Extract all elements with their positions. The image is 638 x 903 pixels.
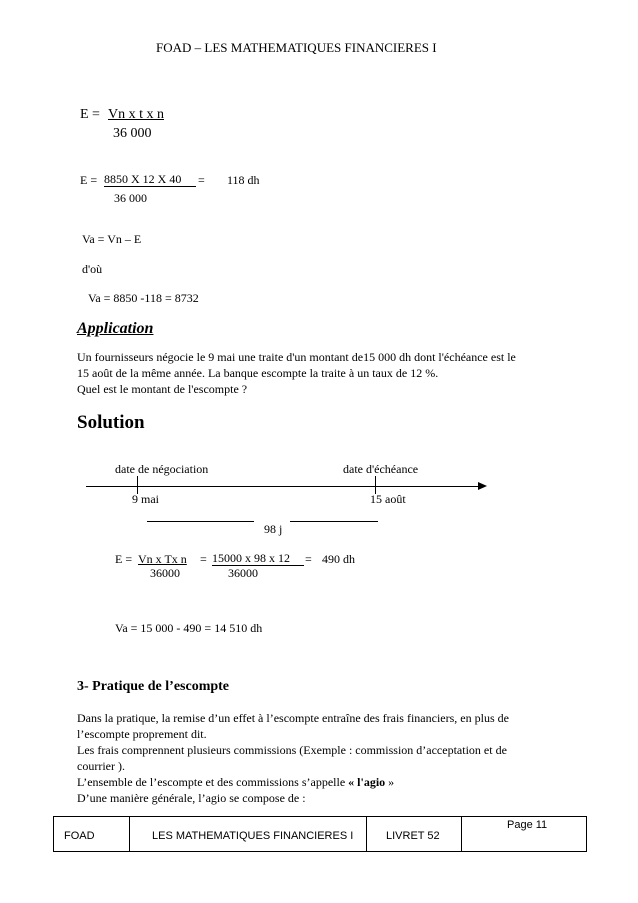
va-line2: Va = 8850 -118 = 8732 <box>88 291 199 305</box>
solution-formula-den2: 36000 <box>228 566 258 580</box>
formula2-lhs: E = <box>80 173 98 187</box>
section3-line5 <box>77 775 394 790</box>
section3-heading: 3- Pratique de l’escompte <box>77 679 230 694</box>
solution-formula-num1: Vn x Tx n <box>138 552 187 566</box>
footer-col2: LES MATHEMATIQUES FINANCIERES I <box>152 830 354 842</box>
timeline-axis <box>86 486 479 487</box>
solution-formula-eq2: = <box>305 552 312 566</box>
footer-page-number: Page 11 <box>507 819 548 831</box>
formula2-numerator: 8850 X 12 X 40 <box>104 173 196 187</box>
solution-formula-result: 490 dh <box>322 552 355 566</box>
footer-cell-title <box>129 817 367 851</box>
formula2-denominator: 36 000 <box>114 191 147 205</box>
timeline-label-right: date d'échéance <box>343 462 419 476</box>
section3-line4: courrier ). <box>77 759 125 773</box>
solution-formula-lhs: E = <box>115 552 133 566</box>
solution-formula-eq1: = <box>200 552 207 566</box>
formula1-lhs: E = <box>80 107 100 122</box>
page-header-title: FOAD – LES MATHEMATIQUES FINANCIERES I <box>156 40 437 55</box>
solution-formula-num2: 15000 x 98 x 12 <box>212 552 304 566</box>
timeline-arrow-icon <box>478 482 487 490</box>
application-para-line3: Quel est le montant de l'escompte ? <box>77 382 248 396</box>
timeline-label-left: date de négociation <box>115 462 209 476</box>
duration-line-right <box>290 521 378 522</box>
timeline-date-left: 9 mai <box>132 492 159 506</box>
va-line1: Va = Vn – E <box>82 232 142 246</box>
formula1-numerator: Vn x t x n <box>108 107 164 122</box>
duration-line-left <box>147 521 254 522</box>
formula2-equals: = <box>198 173 205 187</box>
formula2-result: 118 dh <box>227 173 260 187</box>
section3-line2: l’escompte proprement dit. <box>77 727 207 741</box>
section3-line5-post: » <box>385 775 395 789</box>
formula1-denominator: 36 000 <box>113 126 152 141</box>
solution-heading: Solution <box>77 412 145 433</box>
section3-agio-term: « l'agio <box>348 775 386 789</box>
application-para-line1: Un fournisseurs négocie le 9 mai une traite d'un montant de15 000 dh dont l'échéance est le <box>77 350 516 364</box>
section3-line3: Les frais comprennent plusieurs commissions (Exemple : commission d’acceptation et de <box>77 743 507 757</box>
solution-formula-den1: 36000 <box>150 566 180 580</box>
timeline-date-right: 15 août <box>370 492 406 506</box>
footer-col1: FOAD <box>64 830 95 842</box>
application-para-line2: 15 août de la même année. La banque escompte la traite à un taux de 12 %. <box>77 366 439 380</box>
footer-cell-livret <box>366 817 462 851</box>
section3-line6: D’une manière générale, l’agio se compose de : <box>77 791 306 805</box>
va-dou: d'où <box>82 262 103 276</box>
application-heading: Application <box>77 320 154 337</box>
timeline-duration: 98 j <box>264 522 283 536</box>
footer-col3: LIVRET 52 <box>386 830 440 842</box>
footer-cell-foad <box>54 817 130 851</box>
page-footer <box>53 816 587 852</box>
solution-va-line: Va = 15 000 - 490 = 14 510 dh <box>115 621 263 635</box>
section3-line5-pre: L’ensemble de l’escompte et des commissions s’appelle <box>77 775 349 789</box>
section3-line1: Dans la pratique, la remise d’un effet à l’escompte entraîne des frais financiers, en plus de <box>77 711 509 725</box>
